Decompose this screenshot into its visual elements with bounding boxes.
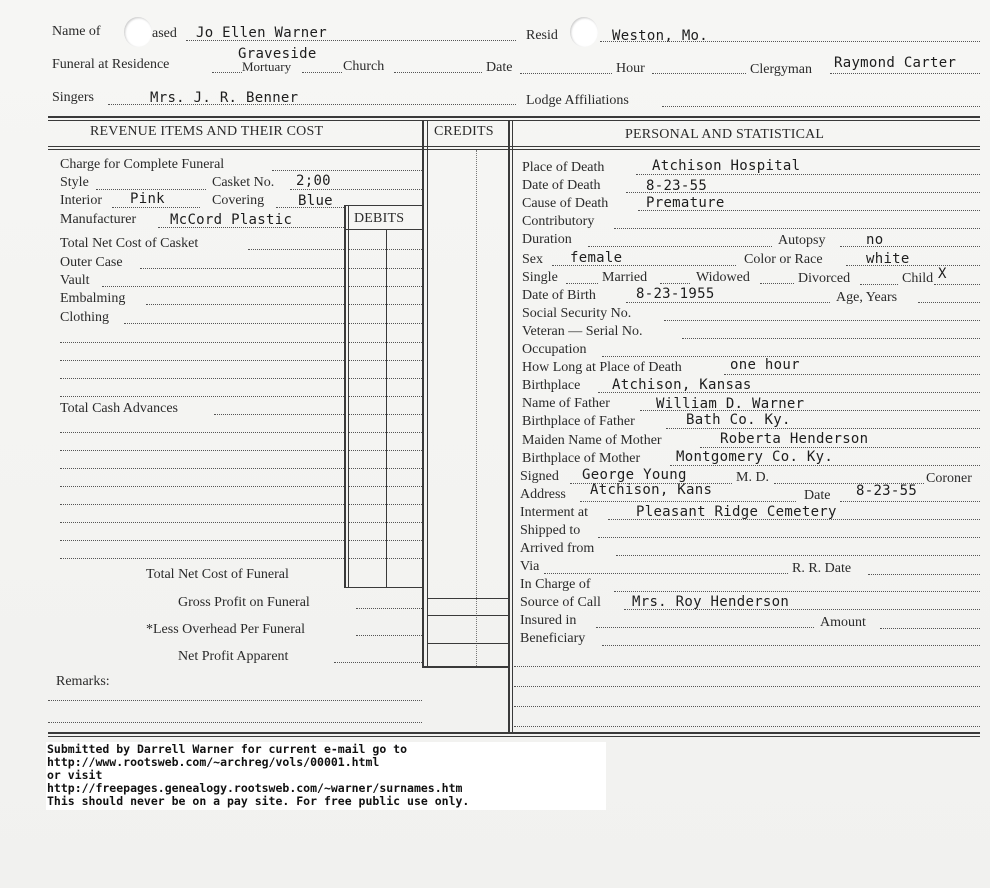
blank-line xyxy=(60,522,344,523)
bottom-line-1 xyxy=(48,732,980,734)
beneficiary-line xyxy=(602,645,980,646)
sex-line xyxy=(552,265,736,266)
place-of-death-value: Atchison Hospital xyxy=(652,158,801,174)
blank-line xyxy=(514,686,980,687)
blank-line xyxy=(60,360,344,361)
debit-row-line xyxy=(349,432,422,433)
debit-row-line xyxy=(349,522,422,523)
outer-case-line xyxy=(140,268,344,269)
autopsy-line xyxy=(840,246,980,247)
single-line xyxy=(566,283,598,284)
clergyman-label: Clergyman xyxy=(750,62,812,77)
cause-value: Premature xyxy=(646,195,725,211)
cause-line xyxy=(638,210,980,211)
covering-value: Blue xyxy=(298,193,333,209)
blank-line xyxy=(60,396,344,397)
embalming: Embalming xyxy=(60,291,126,306)
footer-line-3: or visit xyxy=(47,768,103,782)
credits-inner-rule xyxy=(476,150,477,666)
debit-row-line xyxy=(349,286,422,287)
credits-rule xyxy=(422,666,509,668)
blank-line xyxy=(514,726,980,727)
ssn-label: Social Security No. xyxy=(522,306,632,321)
debit-row-line xyxy=(349,504,422,505)
vault-line xyxy=(102,286,344,287)
address-line xyxy=(580,501,796,502)
funeral-at-residence-label: Funeral at Residence xyxy=(52,57,170,72)
debits-head-underline xyxy=(344,229,422,230)
debit-row-line xyxy=(349,342,422,343)
occupation-label: Occupation xyxy=(522,342,587,357)
residence-value: Weston, Mo. xyxy=(612,28,709,44)
mother-line xyxy=(700,447,980,448)
singers-label: Singers xyxy=(52,90,94,105)
widowed-line xyxy=(760,283,794,284)
beneficiary-label: Beneficiary xyxy=(520,631,586,646)
footer-line-4[interactable]: http://freepages.genealogy.rootsweb.com/~warner/surnames.htm xyxy=(47,781,463,795)
debit-row-line xyxy=(349,486,422,487)
blank-line xyxy=(60,504,344,505)
charge-line xyxy=(272,170,422,171)
blank-line xyxy=(60,486,344,487)
debit-row-line xyxy=(349,540,422,541)
dob-value: 8-23-1955 xyxy=(636,286,715,302)
in-charge-line xyxy=(614,591,980,592)
father-bp-value: Bath Co. Ky. xyxy=(686,412,791,428)
father-line xyxy=(640,410,980,411)
debits-box-bottom xyxy=(344,587,422,588)
debit-row-line xyxy=(349,268,422,269)
dob-label: Date of Birth xyxy=(522,288,596,303)
debit-row-line xyxy=(349,558,422,559)
credits-rule xyxy=(427,643,509,644)
birthplace-value: Atchison, Kansas xyxy=(612,377,752,393)
deceased-label-tail: ased xyxy=(152,26,177,41)
sig-date-line xyxy=(840,501,980,502)
church-line xyxy=(394,72,482,73)
footer-line-5: This should never be on a pay site. For free public use only. xyxy=(47,794,470,808)
birthplace-line xyxy=(598,392,980,393)
insured-line xyxy=(596,627,814,628)
via-label: Via xyxy=(520,559,540,574)
father-bp-line xyxy=(666,428,980,429)
revenue-title: REVENUE ITEMS AND THEIR COST xyxy=(90,124,324,139)
embalming-line xyxy=(146,304,344,305)
autopsy-label: Autopsy xyxy=(778,233,826,248)
debit-row-line xyxy=(349,468,422,469)
sex-label: Sex xyxy=(522,252,543,267)
mother-label: Maiden Name of Mother xyxy=(522,433,662,448)
insured-label: Insured in xyxy=(520,613,577,628)
credits-right-divider xyxy=(508,120,510,732)
debit-row-line xyxy=(349,396,422,397)
duration-line xyxy=(588,246,772,247)
covering-label: Covering xyxy=(212,193,265,208)
sex-value: female xyxy=(570,250,623,266)
credits-left-divider xyxy=(427,120,428,668)
how-long-value: one hour xyxy=(730,357,800,373)
debit-row-line xyxy=(349,323,422,324)
child-value: X xyxy=(938,266,947,282)
blank-line xyxy=(48,722,422,723)
name-value: Jo Ellen Warner xyxy=(196,25,327,41)
dob-line xyxy=(626,302,830,303)
blank-line xyxy=(60,450,344,451)
debit-row-line xyxy=(349,360,422,361)
source-label: Source of Call xyxy=(520,595,601,610)
total-net-casket: Total Net Cost of Casket xyxy=(60,236,199,251)
ssn-line xyxy=(664,320,980,321)
residence-funeral-line xyxy=(212,72,242,73)
widowed-label: Widowed xyxy=(696,270,750,285)
punch-hole-left xyxy=(124,17,152,47)
heading-underline xyxy=(48,146,980,147)
name-label: Name of xyxy=(52,24,101,39)
place-of-death-line xyxy=(636,174,980,175)
contributory-line xyxy=(614,228,980,229)
arrived-label: Arrived from xyxy=(520,541,595,556)
color-value: white xyxy=(866,251,910,267)
date-of-death-label: Date of Death xyxy=(522,178,601,193)
arrived-line xyxy=(616,555,980,556)
age-line xyxy=(918,302,980,303)
via-line xyxy=(544,573,788,574)
married-line xyxy=(660,283,690,284)
birthplace-label: Birthplace xyxy=(522,378,581,393)
source-line xyxy=(624,609,980,610)
total-net-casket-line xyxy=(248,249,344,250)
source-value: Mrs. Roy Henderson xyxy=(632,594,790,610)
amount-line xyxy=(880,628,980,629)
signed-label: Signed xyxy=(520,469,559,484)
debits-title: DEBITS xyxy=(354,211,405,226)
date-line xyxy=(520,73,612,74)
footer-line-1: Submitted by Darrell Warner for current e-mail go to xyxy=(47,742,408,756)
interior-label: Interior xyxy=(60,193,102,208)
mother-bp-value: Montgomery Co. Ky. xyxy=(676,449,834,465)
address-value: Atchison, Kans xyxy=(590,482,713,498)
style-label: Style xyxy=(60,175,89,190)
cash-advances-line xyxy=(214,414,344,415)
debit-row-line xyxy=(349,378,422,379)
left-col-divider xyxy=(422,120,424,668)
debits-box-mid xyxy=(386,230,387,588)
veteran-line xyxy=(682,338,980,339)
total-cash-advances: Total Cash Advances xyxy=(60,401,178,416)
blank-line xyxy=(60,342,344,343)
mother-bp-label: Birthplace of Mother xyxy=(522,451,641,466)
mother-bp-line xyxy=(670,465,980,466)
cause-label: Cause of Death xyxy=(522,196,609,211)
clothing: Clothing xyxy=(60,310,110,325)
father-label: Name of Father xyxy=(522,396,610,411)
age-label: Age, Years xyxy=(836,290,898,305)
manufacturer-value: McCord Plastic xyxy=(170,212,293,228)
date-of-death-value: 8-23-55 xyxy=(646,178,708,194)
manufacturer-line xyxy=(158,227,344,228)
sig-date-label: Date xyxy=(804,488,831,503)
child-label: Child xyxy=(902,271,934,286)
credits-title: CREDITS xyxy=(434,124,494,139)
veteran-label: Veteran — Serial No. xyxy=(522,324,643,339)
casket-no-label: Casket No. xyxy=(212,175,275,190)
in-charge-label: In Charge of xyxy=(520,577,591,592)
rr-date-line xyxy=(868,574,980,575)
casket-no-line xyxy=(290,189,422,190)
sig-date-value: 8-23-55 xyxy=(856,483,918,499)
singers-value: Mrs. J. R. Benner xyxy=(150,90,299,106)
divorced-label: Divorced xyxy=(798,271,851,286)
style-line xyxy=(96,189,206,190)
interior-line xyxy=(112,207,200,208)
less-overhead-line xyxy=(356,635,422,636)
child-line xyxy=(934,284,980,285)
coroner-label: Coroner xyxy=(926,471,972,486)
interior-value: Pink xyxy=(130,191,165,207)
how-long-line xyxy=(724,374,980,375)
interment-line xyxy=(608,519,980,520)
total-net-funeral: Total Net Cost of Funeral xyxy=(146,567,289,582)
covering-line xyxy=(276,207,346,208)
credits-right-divider-2 xyxy=(512,120,513,732)
hour-line xyxy=(652,73,746,74)
lodge-line xyxy=(662,106,980,107)
debit-row-line xyxy=(349,414,422,415)
interment-label: Interment at xyxy=(520,505,589,520)
credits-rule xyxy=(427,598,509,599)
net-profit: Net Profit Apparent xyxy=(178,649,289,664)
shipped-label: Shipped to xyxy=(520,523,581,538)
remarks-label: Remarks: xyxy=(56,674,110,689)
rr-date-label: R. R. Date xyxy=(792,561,852,576)
blank-line xyxy=(60,432,344,433)
clergyman-value: Raymond Carter xyxy=(834,55,957,71)
divorced-line xyxy=(860,284,898,285)
address-label: Address xyxy=(520,487,566,502)
bottom-line-2 xyxy=(48,736,980,737)
duration-label: Duration xyxy=(522,232,572,247)
married-label: Married xyxy=(602,270,648,285)
vault: Vault xyxy=(60,273,90,288)
residence-label: Resid xyxy=(526,28,558,43)
father-value: William D. Warner xyxy=(656,396,805,412)
casket-no-value: 2;00 xyxy=(296,173,331,189)
debit-row-line xyxy=(349,249,422,250)
blank-line xyxy=(48,700,422,701)
blank-line xyxy=(514,666,980,667)
personal-title: PERSONAL AND STATISTICAL xyxy=(625,127,825,142)
less-overhead: *Less Overhead Per Funeral xyxy=(146,622,306,637)
heading-underline-2 xyxy=(48,149,980,150)
signed-value: George Young xyxy=(582,467,687,483)
net-profit-line xyxy=(334,662,422,663)
debit-row-line xyxy=(349,450,422,451)
how-long-label: How Long at Place of Death xyxy=(522,360,682,375)
blank-line xyxy=(60,378,344,379)
date-label: Date xyxy=(486,60,513,75)
blank-line xyxy=(60,540,344,541)
outer-case: Outer Case xyxy=(60,255,123,270)
charge-label: Charge for Complete Funeral xyxy=(60,157,225,172)
frame-top-line-2 xyxy=(48,120,980,121)
church-label: Church xyxy=(343,59,385,74)
interment-value: Pleasant Ridge Cemetery xyxy=(636,504,837,520)
color-line xyxy=(846,265,980,266)
amount-label: Amount xyxy=(820,615,866,630)
clergyman-line xyxy=(830,73,980,74)
debits-box-left xyxy=(344,205,346,587)
frame-top-line-1 xyxy=(48,116,980,118)
mortuary-line xyxy=(302,72,342,73)
single-label: Single xyxy=(522,270,558,285)
blank-line xyxy=(514,706,980,707)
place-of-death-label: Place of Death xyxy=(522,160,605,175)
blank-line xyxy=(60,558,344,559)
gross-profit: Gross Profit on Funeral xyxy=(178,595,310,610)
contributory-label: Contributory xyxy=(522,214,595,229)
md-label: M. D. xyxy=(736,470,770,485)
footer-line-2[interactable]: http://www.rootsweb.com/~archreg/vols/00001.html xyxy=(47,755,380,769)
credits-rule xyxy=(427,615,509,616)
punch-hole-right xyxy=(570,17,598,47)
hour-label: Hour xyxy=(616,61,645,76)
mortuary-label: Mortuary xyxy=(242,59,292,74)
autopsy-value: no xyxy=(866,232,884,248)
debits-box-top xyxy=(344,205,422,206)
mortuary-value: Graveside xyxy=(238,46,317,62)
debit-row-line xyxy=(349,304,422,305)
color-label: Color or Race xyxy=(744,252,823,267)
date-of-death-line xyxy=(626,192,980,193)
father-bp-label: Birthplace of Father xyxy=(522,414,635,429)
blank-line xyxy=(60,468,344,469)
clothing-line xyxy=(124,323,344,324)
shipped-line xyxy=(598,537,980,538)
gross-profit-line xyxy=(356,608,422,609)
manufacturer-label: Manufacturer xyxy=(60,212,137,227)
lodge-label: Lodge Affiliations xyxy=(526,93,629,108)
mother-value: Roberta Henderson xyxy=(720,431,869,447)
